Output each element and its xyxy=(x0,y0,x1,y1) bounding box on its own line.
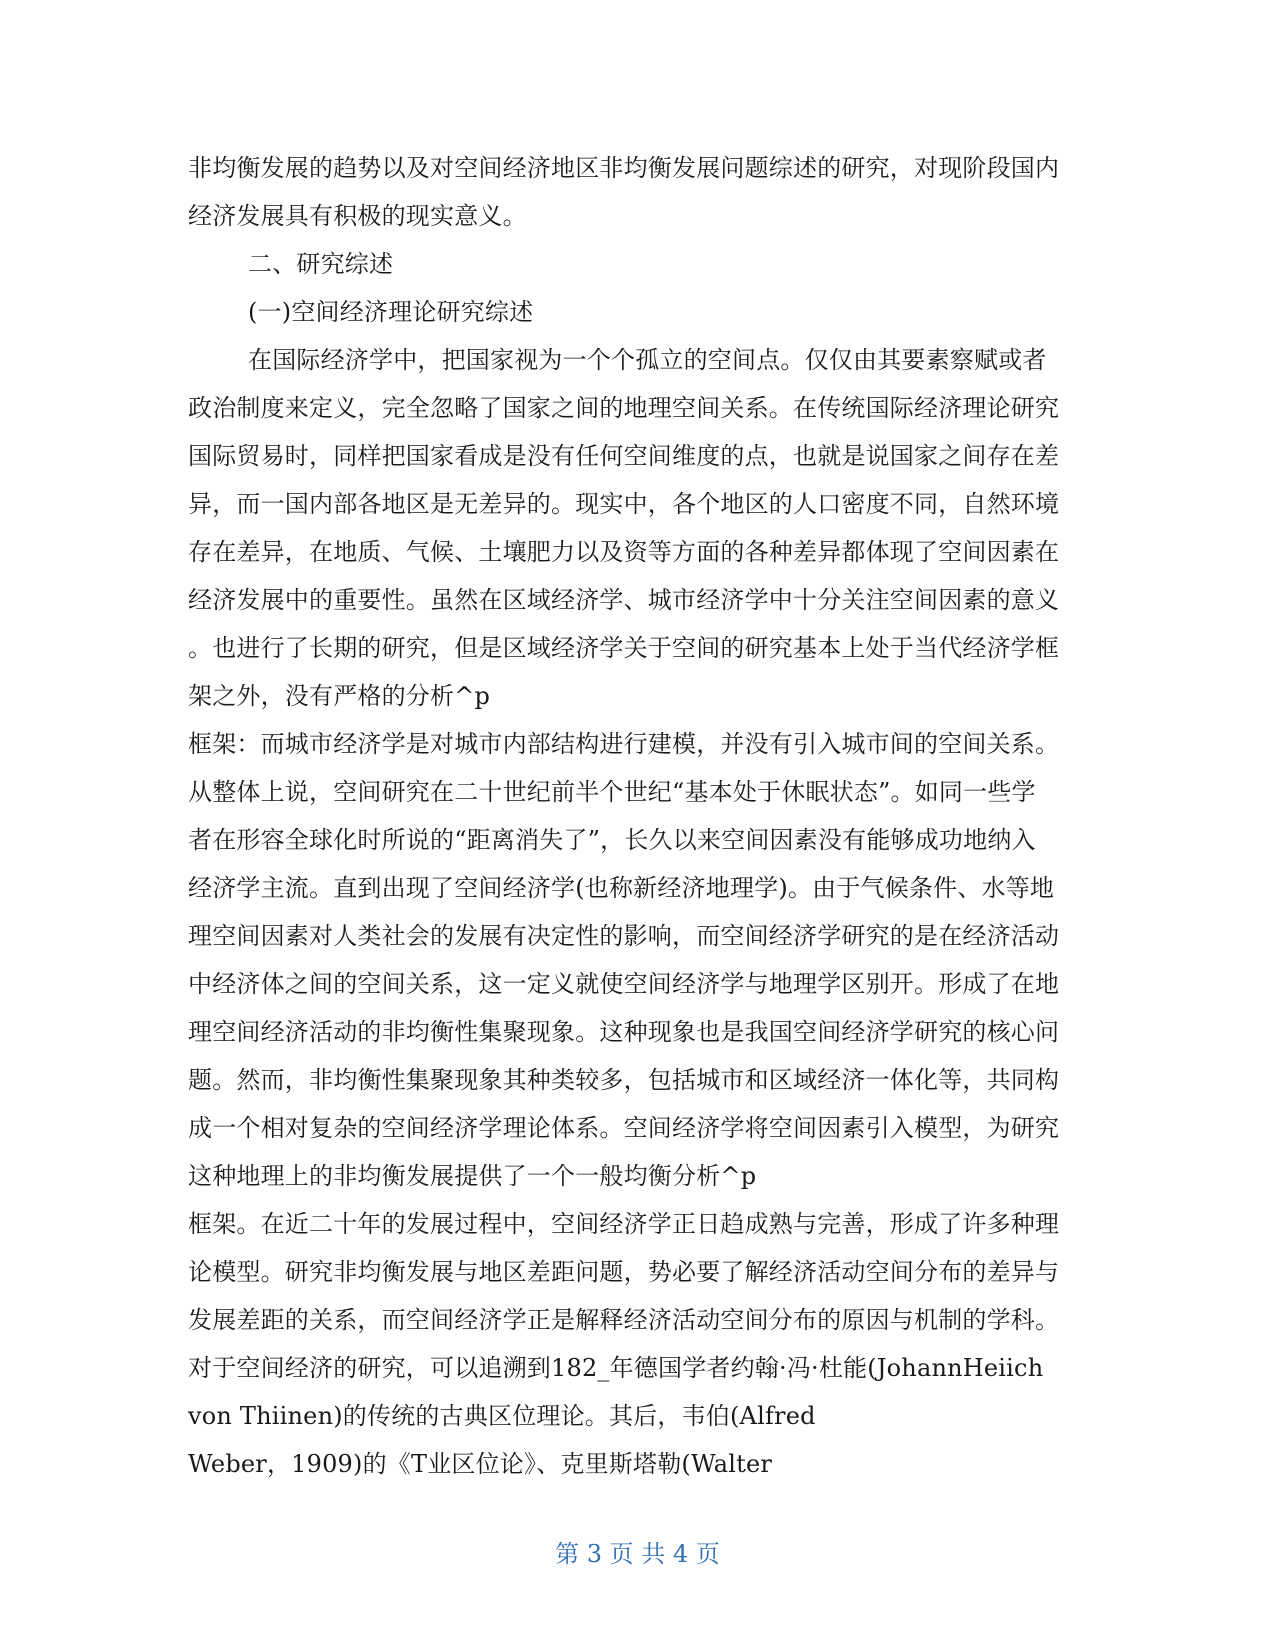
page-number-footer: 第 3 页 共 4 页 xyxy=(555,1540,720,1568)
text-line: 经济发展具有积极的现实意义。 xyxy=(188,202,527,230)
text-line: Weber，1909)的《T业区位论》、克里斯塔勒(Walter xyxy=(188,1450,773,1478)
text-line: 框架：而城市经济学是对城市内部结构进行建模，并没有引入城市间的空间关系。 xyxy=(188,730,1060,758)
text-line: 从整体上说，空间研究在二十世纪前半个世纪“基本处于休眠状态”。如同一些学 xyxy=(188,778,1036,806)
section-heading: 二、研究综述 xyxy=(248,250,394,278)
text-line: 成一个相对复杂的空间经济学理论体系。空间经济学将空间因素引入模型，为研究 xyxy=(188,1114,1060,1142)
text-line: 理空间因素对人类社会的发展有决定性的影响，而空间经济学研究的是在经济活动 xyxy=(188,922,1060,950)
text-line: 经济发展中的重要性。虽然在区域经济学、城市经济学中十分关注空间因素的意义 xyxy=(188,586,1060,614)
text-line: 经济学主流。直到出现了空间经济学(也称新经济地理学)。由于气候条件、水等地 xyxy=(188,874,1055,902)
text-line: 在国际经济学中，把国家视为一个个孤立的空间点。仅仅由其要素察赋或者 xyxy=(248,346,1047,374)
subsection-heading: (一)空间经济理论研究综述 xyxy=(248,298,534,326)
text-line: 架之外，没有严格的分析^p xyxy=(188,682,491,710)
text-line: 异，而一国内部各地区是无差异的。现实中，各个地区的人口密度不同，自然环境 xyxy=(188,490,1060,518)
text-line: 者在形容全球化时所说的“距离消失了”，长久以来空间因素没有能够成功地纳入 xyxy=(188,826,1036,854)
text-line: 政治制度来定义，完全忽略了国家之间的地理空间关系。在传统国际经济理论研究 xyxy=(188,394,1060,422)
text-line: 国际贸易时，同样把国家看成是没有任何空间维度的点，也就是说国家之间存在差 xyxy=(188,442,1060,470)
text-line: 题。然而，非均衡性集聚现象其种类较多，包括城市和区域经济一体化等，共同构 xyxy=(188,1066,1060,1094)
text-line: 。也进行了长期的研究，但是区域经济学关于空间的研究基本上处于当代经济学框 xyxy=(188,634,1060,662)
text-line: 理空间经济活动的非均衡性集聚现象。这种现象也是我国空间经济学研究的核心问 xyxy=(188,1018,1060,1046)
text-line: 中经济体之间的空间关系，这一定义就使空间经济学与地理学区别开。形成了在地 xyxy=(188,970,1060,998)
text-line: 这种地理上的非均衡发展提供了一个一般均衡分析^p xyxy=(188,1162,757,1190)
text-line: von Thiinen)的传统的古典区位理论。其后，韦伯(Alfred xyxy=(188,1402,816,1430)
text-line: 框架。在近二十年的发展过程中，空间经济学正日趋成熟与完善，形成了许多种理 xyxy=(188,1210,1060,1238)
body-text xyxy=(188,144,1088,1488)
text-line: 非均衡发展的趋势以及对空间经济地区非均衡发展问题综述的研究，对现阶段国内 xyxy=(188,154,1060,182)
text-line: 存在差异，在地质、气候、土壤肥力以及资等方面的各种差异都体现了空间因素在 xyxy=(188,538,1060,566)
text-line: 发展差距的关系，而空间经济学正是解释经济活动空间分布的原因与机制的学科。 xyxy=(188,1306,1060,1334)
text-line: 对于空间经济的研究，可以追溯到182_年德国学者约翰·冯·杜能(JohannHeiich xyxy=(188,1354,1044,1382)
text-line: 论模型。研究非均衡发展与地区差距问题，势必要了解经济活动空间分布的差异与 xyxy=(188,1258,1060,1286)
